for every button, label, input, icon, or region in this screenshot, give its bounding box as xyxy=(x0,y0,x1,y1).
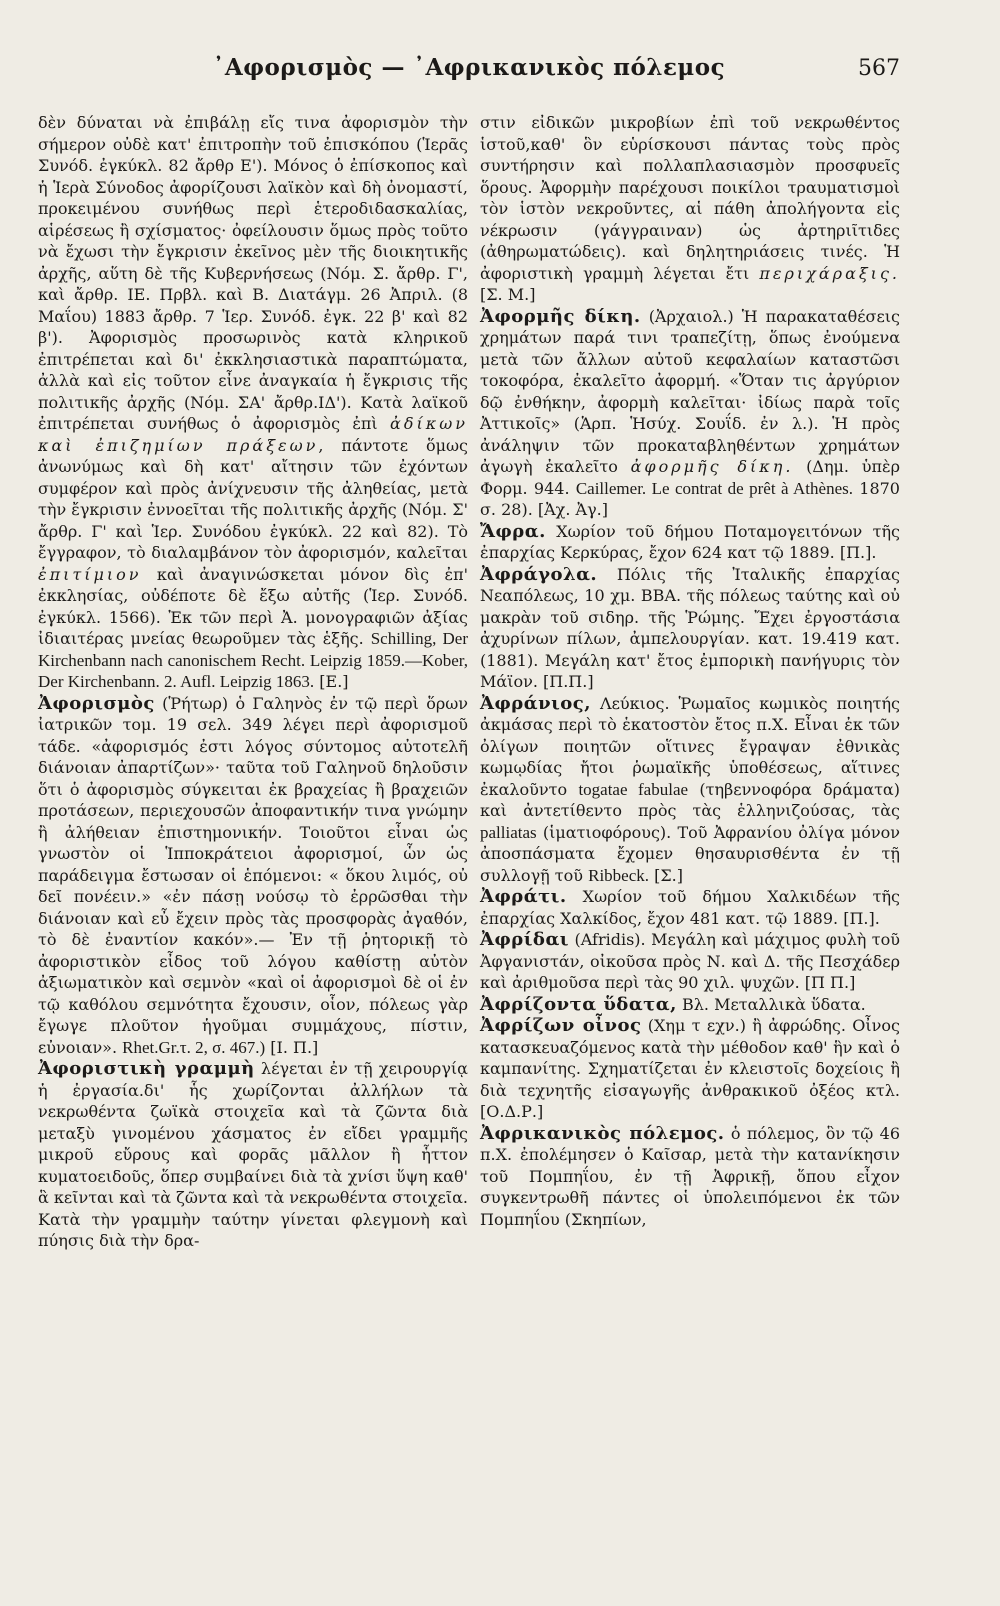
page-header xyxy=(38,54,900,94)
headword: Ἀφρικανικὸς πόλεμος. xyxy=(480,1122,725,1144)
entry-aphormes-dike xyxy=(480,306,900,521)
headword: Ἀφράνιος, xyxy=(480,692,592,714)
spaced-term: ἀφορμῆς δίκη. xyxy=(630,457,794,476)
author-initials: [Ε.] xyxy=(319,672,349,691)
latin-reference: Schilling, Der Kirchenbann nach canonischem Recht. Leipzig 1859.—Kober, Der Kirchenbann. 2. Aufl. Leipzig 1863. xyxy=(38,629,468,691)
entry-text: (Ῥήτωρ) ὁ Γαληνὸς ἐν τῷ περὶ ὅρων ἰατρικῶν τομ. 19 σελ. 349 λέγει περὶ ἀφορισμοῦ τάδε. «ἀφορισμός ἐστι λόγος σύντομος αὐτοτελῆ διάνοιαν ἀπαρτίζων»· ταῦτα τοῦ Γαληνοῦ δηλοῦσιν ὅτι ὁ ἀφορισμὸς σύγκειται ἐκ βραχείας ἢ βραχειῶν προτάσεων, περιεχουσῶν ἀποφαντικήν τινα γνώμην ἢ ἀλήθειαν ἐπιστημονικήν. Τοιοῦτοι εἶναι ὡς γνωστὸν οἱ Ἱπποκράτειοι ἀφορισμοί, ὧν ὡς παράδειγμα ἔστωσαν οἱ ἑπόμενοι: « ὅκου λιμός, οὐ δεῖ πονέειν.» «ἐν πάσῃ νούσῳ τὸ ἐρρῶσθαι τὴν διάνοιαν καὶ εὖ ἔχειν πρὸς τὰς προσφορὰς ἀγαθόν, τὸ δὲ ἐναντίον κακόν».— Ἐν τῇ ῥητορικῇ τὸ ἀφοριστικὸν εἶδος τοῦ λόγου καθίστῃ αὐτὸν ἀξιωματικὸν καὶ σεμνὸν «καὶ οἱ ἀφορισμοὶ δὲ οἱ ἐν τῷ καθόλου σεμνότητα ἔχουσιν, οἷον, πόλεως γὰρ ἔγωγε πλοῦτον ἡγοῦμαι συμμάχους, πίστιν, εὐνοιαν». xyxy=(38,693,468,1057)
latin-term: palliatas xyxy=(480,822,537,842)
running-head: ᾿Αφορισμὸς — ᾿Αφρικανικὸς πόλεμος xyxy=(212,54,726,81)
spaced-term: περιχάραξις. xyxy=(759,263,900,283)
spaced-term: ἐπιτίμιον xyxy=(38,564,142,584)
headword: Ἀφράτι. xyxy=(480,886,567,907)
latin-reference: Ribbeck. xyxy=(588,865,650,885)
entry-continuation xyxy=(38,112,468,693)
entry-text: , πάντοτε ὅμως ἀνωνύμως καὶ δὴ κατ' αἴτησιν τῶν ἐχόντων συμφέρον καὶ πρὸς ἀνίχνευσιν τῆς ἀληθείας, μετὰ τὴν ἔγκρισιν ἐννοεῖται τῆς πολιτικῆς ἀρχῆς (Νόμ. Σ' ἄρθρ. Γ' καὶ Ἱερ. Συνόδου ἐγκύκλ. 22 καὶ 82). Τὸ ἔγγραφον, τὸ διαλαμβάνον τὸν ἀφορισμόν, καλεῖται xyxy=(38,435,468,562)
entry-text: στιν εἰδικῶν μικροβίων ἐπὶ τοῦ νεκρωθέντος ἱστοῦ,καθ' ὃν εὑρίσκουσι πάντας τοὺς πρὸς συντήρησιν καὶ πολλαπλασιασμὸν προσφυεῖς ὅρους. Ἀφορμὴν παρέχουσι ποικίλοι τραυματισμοὶ τὸν ἱστὸν νεκροῦντες, αἱ πάθη ἀπολήγοντα εἰς νέκρωσιν (γάγγραιναν) ὡς ἀρτηριῖτιδες (ἀθηρωματώδεις). καὶ δηλητηριάσεις τινές. Ἡ ἀφοριστικὴ γραμμὴ λέγεται ἔτι xyxy=(480,113,900,283)
entry-text: δὲν δύναται νὰ ἐπιβάλῃ εἴς τινα ἀφορισμὸν τὴν σήμερον οὐδὲ κατ' ἐπιτροπὴν τοῦ ἐπισκόπου (Ἱερᾶς Συνόδ. ἐγκύκλ. 82 ἄρθρ Ε'). Μόνος ὁ ἐπίσκοπος καὶ ἡ Ἱερὰ Σύνοδος ἀφορίζουσι λαϊκὸν καὶ δὴ ὀνομαστί, προκειμένου συνήθως περὶ ἑτεροδιδασκαλίας, αἱρέσεως ἢ σχίσματος· ὀφείλουσιν ὅμως πρὸς τοῦτο νὰ ἔχωσι τὴν ἔγκρισιν ἐκεῖνος μὲν τῆς διοικητικῆς ἀρχῆς, αὕτη δὲ τῆς Κυβερνήσεως (Νόμ. Σ. ἄρθρ. Γ', καὶ ἄρθρ. ΙΕ. Πρβλ. καὶ Β. Διατάγμ. 26 Ἀπριλ. (8 Μαΐου) 1883 ἄρθρ. 7 Ἱερ. Συνόδ. ἐγκ. 22 β' καὶ 82 β'). Ἀφορισμὸς προσωρινὸς κατὰ κληρικοῦ ἐπιτρέπεται καὶ δι' ἐκκλησιαστικὰ παραπτώματα, ἀλλὰ καὶ εἰς τοῦτον εἶνε ἀναγκαία ἡ ἔγκρισις τῆς πολιτικῆς ἀρχῆς (Νόμ. ΣΑ' ἄρθρ.ΙΔ'). Κατὰ λαϊκοῦ ἐπιτρέπεται συνήθως ὁ ἀφορισμὸς ἐπὶ xyxy=(38,113,468,433)
page-number: 567 xyxy=(858,56,900,81)
entry-text: (Δημ. ὑπὲρ Φορμ. 944. xyxy=(480,457,900,498)
headword: Ἀφρίζων οἶνος xyxy=(480,1015,642,1036)
entry-text: (Afridis). Μεγάλη καὶ μάχιμος φυλὴ τοῦ Ἀφγανιστάν, οἰκοῦσα πρὸς Ν. καὶ Δ. τῆς Πεσχάδερ καὶ ἀριθμοῦσα περὶ τὰς 90 χιλ. ψυχῶν. [Π Π.] xyxy=(480,930,901,992)
entry-text: Βλ. Μεταλλικὰ ὕδατα. xyxy=(682,994,866,1014)
left-column xyxy=(38,112,468,1252)
spaced-term: ἀδίκων καὶ ἐπιζημίων πράξεων xyxy=(38,414,469,455)
entry-aphranios xyxy=(480,693,900,887)
headword: Ἄφρα. xyxy=(480,520,546,542)
headword: Ἀφορμῆς δίκη. xyxy=(480,305,641,327)
entry-text: (Ἀρχαιολ.) Ἡ παρακαταθέσεις χρημάτων παρά τινι τραπεζίτῃ, ὅπως ἐνούμενα μετὰ τῶν ἄλλων αὐτοῦ κεφαλαίων καταστῶσι τοκοφόρα, ἐκαλεῖτο ἀφορμή. «Ὅταν τις ἀργύριον δῷ ἐνθήκην, ἀφορμὴ καλεῖται· ἰδίως παρὰ τοῖς Ἀττικοῖς» (Ἁρπ. Ἡσύχ. Σουΐδ. ἐν λ.). Ἡ πρὸς ἀνάληψιν τῶν προκαταβληθέντων χρημάτων ἀγωγὴ ἐκαλεῖτο xyxy=(480,306,900,476)
headword: Ἀφορισμὸς xyxy=(38,692,155,714)
author-initials: [Ι. Π.] xyxy=(270,1037,319,1057)
headword: Ἀφρίδαι xyxy=(480,929,569,950)
entry-aphorismos-rhetor xyxy=(38,693,468,1059)
right-column xyxy=(480,112,900,1230)
entry-text: καὶ ἀναγινώσκεται μόνον δὶς ἐπ' ἐκκλησίας, οὐδέποτε δὲ ἔξω αὐτῆς (Ἱερ. Συνόδ. ἐγκύκλ. 1566). Ἐκ τῶν περὶ Ἀ. μονογραφιῶν ἀξίας ἰδιαιτέρας μνείας θεωροῦμεν τὰς ἑξῆς. xyxy=(38,564,468,648)
entry-text: Χωρίον τοῦ δήμου Χαλκιδέων τῆς ἐπαρχίας Χαλκίδος, ἔχον 481 κατ. τῷ 1889. [Π.]. xyxy=(480,887,900,928)
entry-text: Χωρίον τοῦ δήμου Ποταμογειτόνων τῆς ἐπαρχίας Κερκύρας, ἔχον 624 κατ τῷ 1889. [Π.]. xyxy=(480,521,900,562)
entry-aphrizonta-hydata xyxy=(480,994,900,1016)
entry-aphragola xyxy=(480,564,900,693)
entry-aphra xyxy=(480,521,900,564)
entry-aphridai xyxy=(480,929,900,994)
author-initials: 1870 σ. 28). [Ἀχ. Ἀγ.] xyxy=(480,478,900,519)
author-initials: [Σ. Μ.] xyxy=(480,285,536,304)
latin-reference: Rhet.Gr.τ. 2, σ. 467.) xyxy=(122,1037,266,1057)
entry-aphrizon-oinos xyxy=(480,1015,900,1123)
entry-text: (ἱματιοφόρους). Τοῦ Ἀφρανίου ὀλίγα μόνον ἀποσπάσματα ἔχομεν θησαυρισθέντα ἐν τῇ συλλογῇ τοῦ xyxy=(480,822,900,885)
headword: Ἀφοριστικὴ γραμμὴ xyxy=(38,1058,255,1079)
latin-term: togatae fabulae xyxy=(578,779,689,799)
entry-text: Πόλις τῆς Ἰταλικῆς ἐπαρχίας Νεαπόλεως, 10 χμ. ΒΒΑ. τῆς πόλεως ταύτης καὶ οὐ μακρὰν τοῦ σιδηρ. τῆς Ῥώμης. Ἔχει ἐργοστάσια ἀχυρίνων πίλων, ἀμπελουργίαν. κατ. 19.419 κατ. (1881). Μεγάλη κατ' ἔτος ἐμπορικὴ πανήγυρις τὸν Μάϊον. [Π.Π.] xyxy=(480,564,900,691)
entry-text: λέγεται ἐν τῇ χειρουργίᾳ ἡ ἐργασία.δι' ἧς χωρίζονται ἀλλήλων τὰ νεκρωθέντα ζωϊκὰ στοιχεῖα καὶ τὰ ζῶντα διὰ μεταξὺ γινομένου χάσματος ἐν εἴδει γραμμῆς μικροῦ εὔρους καὶ φορᾶς μᾶλλον ἢ ἧττον κυματοειδοῦς, ὅπερ συμβαίνει διὰ τὰ χνίσι ὕψη καθ' ἃ κεῖνται καὶ τὰ ζῶντα καὶ τὰ νεκρωθέντα στοιχεῖα. Κατὰ τὴν γραμμὴν ταύτην γίνεται φλεγμονὴ καὶ πύησις διὰ τὴν δρα- xyxy=(38,1059,468,1250)
entry-continuation xyxy=(480,112,900,306)
entry-text: (Χημ τ εχν.) ἢ ἀφρώδης. Οἶνος κατασκευαζόμενος κατὰ τὴν μέθοδον καθ' ἣν καὶ ὁ καμπανίτης. Σχηματίζεται ἐν κλειστοῖς δοχείοις ἢ διὰ τεχνητῆς εἰσαγωγῆς ἀνθρακικοῦ ὀξέος κτλ.[Ο.Δ.Ρ.] xyxy=(480,1016,900,1121)
entry-text: Λεύκιος. Ῥωμαῖος κωμικὸς ποιητής ἀκμάσας περὶ τὸ ἑκατοστὸν ἔτος π.Χ. Εἶναι ἐκ τῶν ὀλίγων ποιητῶν οἵτινες ἔγραψαν ἐθνικὰς κωμῳδίας ἤτοι ῥωμαϊκῆς ὑποθέσεως, αἵτινες ἐκαλοῦντο xyxy=(480,693,900,799)
entry-aphrikanikos-polemos xyxy=(480,1123,900,1231)
entry-aphrati xyxy=(480,886,900,929)
entry-text: (τηβεννοφόρα δράματα) καὶ ἀντετίθεντο πρὸς τὰς ἑλληνιζούσας, τὰς xyxy=(480,779,900,820)
headword: Ἀφράγολα. xyxy=(480,563,598,585)
latin-reference: Caillemer. Le contrat de prêt à Athènes. xyxy=(575,478,853,498)
headword: Ἀφρίζοντα ὕδατα, xyxy=(480,993,677,1015)
entry-text: ὁ πόλεμος, ὃν τῷ 46 π.Χ. ἐπολέμησεν ὁ Καῖσαρ, μετὰ τὴν κατανίκησιν τοῦ Πομπηΐου, ἐν τῇ Ἀφρικῇ, ὅπου εἶχον συγκεντρωθῆ πάντες οἱ ὑπολειπόμενοι ἐκ τῶν Πομπηΐου (Σκηπίων, xyxy=(480,1123,901,1229)
entry-aphoristike-grammi xyxy=(38,1058,468,1252)
author-initials: [Σ.] xyxy=(654,865,683,885)
